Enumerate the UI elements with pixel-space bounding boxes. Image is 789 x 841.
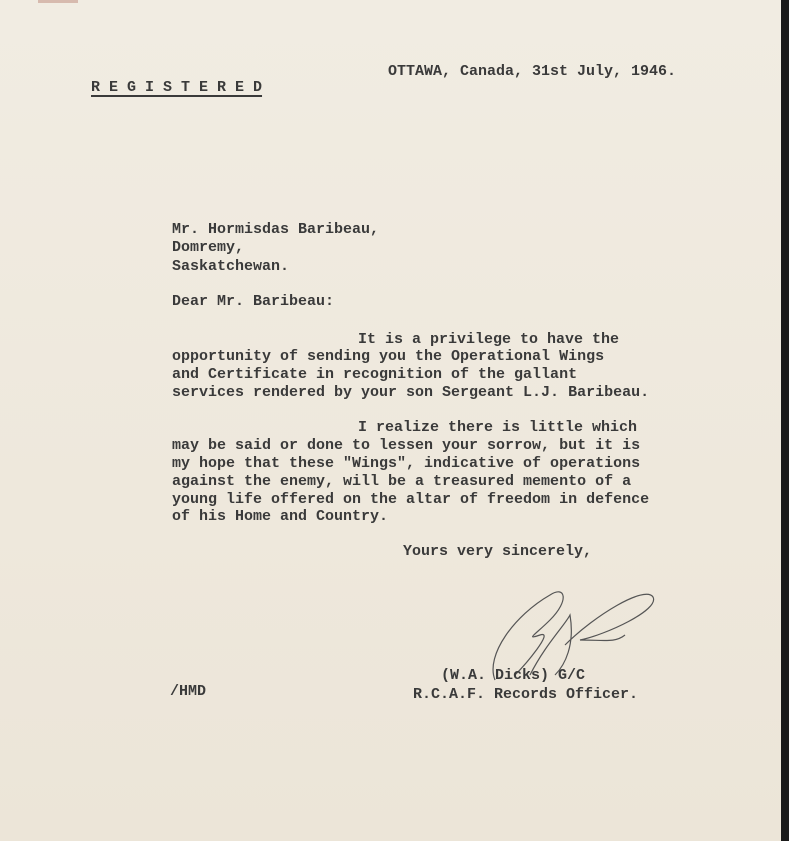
paragraph2-line: young life offered on the altar of freedom in defence bbox=[172, 491, 650, 508]
recipient-province: Saskatchewan. bbox=[172, 258, 290, 275]
closing: Yours very sincerely, bbox=[403, 543, 593, 560]
signatory-title: R.C.A.F. Records Officer. bbox=[413, 686, 639, 703]
paragraph1-line: opportunity of sending you the Operational Wings bbox=[172, 348, 605, 365]
paragraph2-line: my hope that these "Wings", indicative of operations bbox=[172, 455, 641, 472]
registered-heading: R E G I S T E R E D bbox=[91, 79, 263, 96]
recipient-town: Domremy, bbox=[172, 239, 245, 256]
paragraph1-line: It is a privilege to have the bbox=[358, 331, 620, 348]
recipient-name: Mr. Hormisdas Baribeau, bbox=[172, 221, 380, 238]
dateline: OTTAWA, Canada, 31st July, 1946. bbox=[388, 63, 677, 80]
paragraph2-line: may be said or done to lessen your sorrow, but it is bbox=[172, 437, 641, 454]
scan-edge bbox=[781, 0, 789, 841]
paragraph2-line: against the enemy, will be a treasured memento of a bbox=[172, 473, 632, 490]
salutation: Dear Mr. Baribeau: bbox=[172, 293, 335, 310]
paragraph1-line: and Certificate in recognition of the gallant bbox=[172, 366, 578, 383]
paragraph1-line: services rendered by your son Sergeant L.J. Baribeau. bbox=[172, 384, 650, 401]
signatory-name: (W.A. Dicks) G/C bbox=[441, 667, 586, 684]
reference-initials: /HMD bbox=[170, 683, 207, 700]
paper-mark bbox=[38, 0, 78, 3]
paragraph2-line: of his Home and Country. bbox=[172, 508, 389, 525]
paragraph2-line: I realize there is little which bbox=[358, 419, 638, 436]
